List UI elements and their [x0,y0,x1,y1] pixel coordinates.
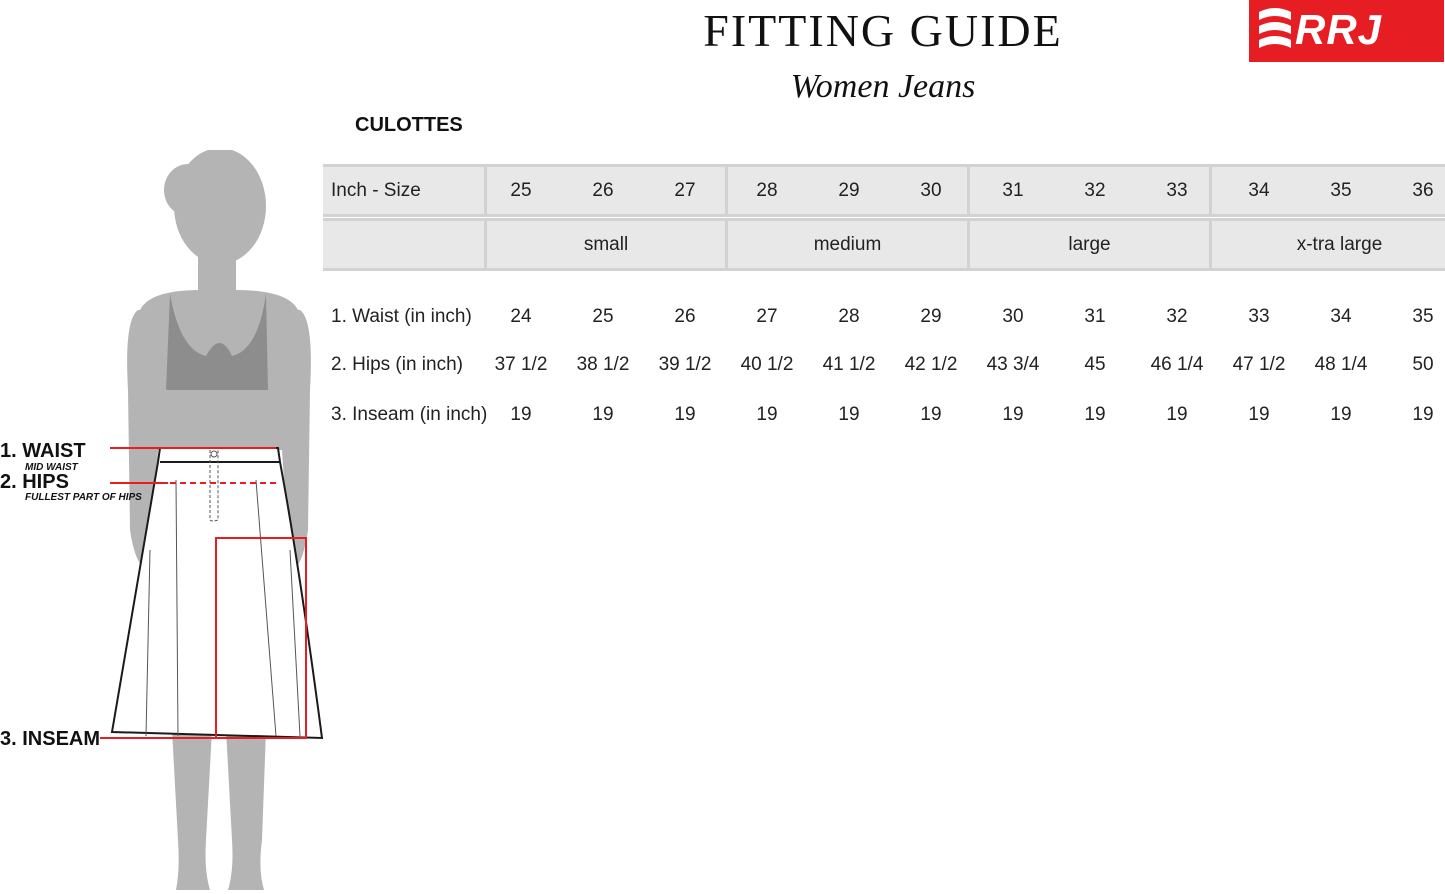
value-cell: 25 [592,306,614,327]
value-cell: 19 [1084,404,1106,425]
section-title: CULOTTES [355,114,463,136]
value-cell: 41 1/2 [822,354,876,375]
value-cell: 45 [1084,354,1106,375]
value-cell: 33 [1248,306,1270,327]
value-cell: 35 [1412,306,1434,327]
value-cell: 19 [1002,404,1024,425]
value-cell: 50 [1412,354,1434,375]
value-cell: 39 1/2 [658,354,712,375]
size-group-medium: medium [813,233,882,255]
value-cell: 37 1/2 [494,354,548,375]
value-cell: 19 [920,404,942,425]
size-header-label: Inch - Size [331,179,421,201]
logo-text: RRJ [1295,6,1383,53]
value-cell: 28 [838,306,860,327]
value-cell: 19 [1330,404,1352,425]
value-cell: 47 1/2 [1232,354,1286,375]
size-group-small: small [583,233,629,255]
waist-label: 1. WAIST [0,440,86,462]
value-cell: 48 1/4 [1314,354,1368,375]
value-cell: 26 [674,306,696,327]
row-label: 2. Hips (in inch) [331,354,463,375]
value-cell: 46 1/4 [1150,354,1204,375]
size-cell: 25 [510,179,532,201]
value-cell: 19 [1412,404,1434,425]
size-cell: 26 [592,179,614,201]
size-cell: 33 [1166,179,1188,201]
value-cell: 19 [592,404,614,425]
value-cell: 19 [838,404,860,425]
row-label: 1. Waist (in inch) [331,306,472,327]
page-subtitle: Women Jeans [790,68,976,105]
size-cell: 28 [756,179,778,201]
value-cell: 34 [1330,306,1352,327]
inseam-label: 3. INSEAM [0,728,101,750]
value-cell: 32 [1166,306,1188,327]
value-cell: 42 1/2 [904,354,958,375]
waist-sublabel: MID WAIST [25,462,78,473]
value-cell: 19 [1248,404,1270,425]
value-cell: 31 [1084,306,1106,327]
value-cell: 29 [920,306,942,327]
value-cell: 19 [756,404,778,425]
size-cell: 32 [1084,179,1106,201]
page-title: FITTING GUIDE [703,5,1063,56]
value-cell: 24 [510,306,532,327]
size-group-xlarge: x-tra large [1296,233,1383,255]
value-cell: 27 [756,306,778,327]
hips-label: 2. HIPS [0,471,69,493]
size-cell: 34 [1248,179,1270,201]
brand-logo [1249,0,1444,62]
value-cell: 43 3/4 [986,354,1040,375]
row-label: 3. Inseam (in inch) [331,404,488,425]
measurement-figure [0,150,340,894]
size-cell: 30 [920,179,942,201]
size-cell: 36 [1412,179,1434,201]
inseam-row [323,395,1445,435]
waist-row [323,297,1445,337]
value-cell: 19 [674,404,696,425]
size-group-row [323,218,1445,271]
wave-emblem-icon [1255,6,1295,56]
size-cell: 35 [1330,179,1352,201]
size-cell: 29 [838,179,860,201]
hips-sublabel: FULLEST PART OF HIPS [25,492,142,503]
size-cell: 27 [674,179,696,201]
value-cell: 38 1/2 [576,354,630,375]
size-header-row [323,164,1445,217]
hips-row [323,345,1445,385]
size-cell: 31 [1002,179,1024,201]
value-cell: 19 [510,404,532,425]
value-cell: 40 1/2 [740,354,794,375]
size-group-large: large [1068,233,1111,255]
value-cell: 19 [1166,404,1188,425]
value-cell: 30 [1002,306,1024,327]
